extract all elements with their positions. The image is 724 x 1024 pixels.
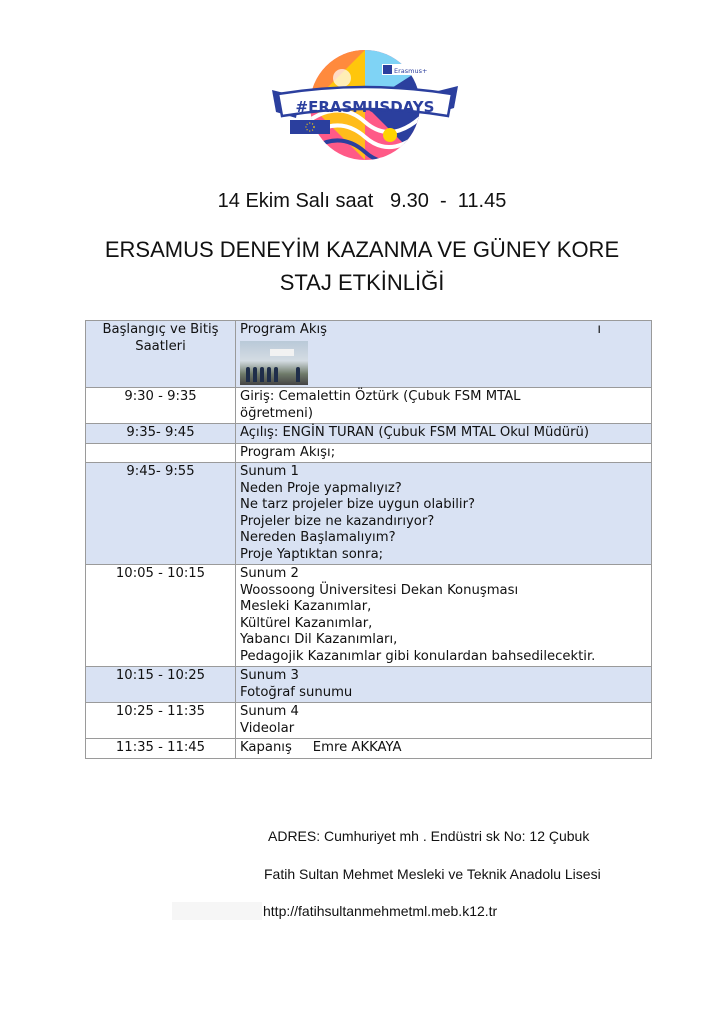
table-row <box>86 463 652 565</box>
row-line: Ne tarz projeler bize uygun olabilir? <box>240 497 475 512</box>
row-program <box>236 739 652 759</box>
table-row <box>86 388 652 424</box>
erasmusdays-logo <box>270 50 460 165</box>
row-line: Pedagojik Kazanımlar gibi konulardan bahsedilecektir. <box>240 648 596 664</box>
row-line: Sunum 3 <box>240 668 299 683</box>
table-header-row <box>86 321 652 388</box>
row-program <box>236 463 652 565</box>
table-row <box>86 424 652 444</box>
photo-person <box>253 367 257 382</box>
photo-person <box>296 367 300 382</box>
table-row <box>86 667 652 703</box>
row-time: 10:15 - 10:25 <box>86 667 236 703</box>
row-program <box>236 443 652 463</box>
row-line: Yabancı Dil Kazanımları, <box>240 632 398 647</box>
row-line: Fotoğraf sunumu <box>240 684 353 700</box>
table-row <box>86 703 652 739</box>
title-line-1: ERSAMUS DENEYİM KAZANMA VE GÜNEY KORE <box>104 237 620 262</box>
row-time: 9:45- 9:55 <box>86 463 236 565</box>
row-line: Program Akışı; <box>240 444 336 460</box>
photo-person <box>260 367 264 382</box>
row-line: öğretmeni) <box>240 405 313 421</box>
row-program <box>236 424 652 444</box>
row-line: Videolar <box>240 720 295 736</box>
title-line-2: STAJ ETKİNLİĞİ <box>279 270 445 295</box>
table-row <box>86 565 652 667</box>
row-line: Nereden Başlamalıyım? <box>240 530 396 545</box>
school-url-link[interactable]: http://fatihsultanmehmetml.meb.k12.tr <box>263 903 498 919</box>
school-name: Fatih Sultan Mehmet Mesleki ve Teknik Anadolu Lisesi <box>264 866 601 882</box>
row-line: Mesleki Kazanımlar, <box>240 599 372 614</box>
photo-banner <box>270 349 294 356</box>
table-row <box>86 443 652 463</box>
row-program <box>236 703 652 739</box>
row-line: Açılış: ENGİN TURAN (Çubuk FSM MTAL Okul Müdürü) <box>240 425 590 440</box>
logo-brand-text: Erasmus+ <box>394 67 428 75</box>
row-time: 10:05 - 10:15 <box>86 565 236 667</box>
event-title <box>60 233 664 299</box>
header-program-label: Program Akış <box>240 322 328 337</box>
photo-person <box>267 367 271 382</box>
row-program <box>236 565 652 667</box>
row-time: 10:25 - 11:35 <box>86 703 236 739</box>
row-line: Woossoong Üniversitesi Dekan Konuşması <box>240 582 519 598</box>
event-date-time: 14 Ekim Salı saat 9.30 - 11.45 <box>217 190 507 212</box>
program-table <box>85 320 652 759</box>
photo-person <box>246 367 250 382</box>
header-mark: ı <box>597 322 601 337</box>
logo-hashtag-text: #ERASMUSDAYS <box>295 98 435 116</box>
table-row <box>86 739 652 759</box>
group-photo <box>240 341 308 385</box>
row-line: Sunum 2 <box>240 566 299 581</box>
row-line: Proje Yaptıktan sonra; <box>240 546 384 562</box>
row-line: Sunum 1 <box>240 464 299 479</box>
header-program-cell <box>236 321 652 388</box>
address-text: ADRES: Cumhuriyet mh . Endüstri sk No: 12 Çubuk <box>268 828 590 844</box>
photo-person <box>274 367 278 382</box>
row-line: Giriş: Cemalettin Öztürk (Çubuk FSM MTAL <box>240 389 521 404</box>
row-time: 9:35- 9:45 <box>86 424 236 444</box>
row-line: Kapanış Emre AKKAYA <box>240 740 402 755</box>
row-line: Neden Proje yapmalıyız? <box>240 480 402 496</box>
header-time-cell: Başlangıç ve Bitiş Saatleri <box>86 321 236 388</box>
row-time: 11:35 - 11:45 <box>86 739 236 759</box>
row-program <box>236 388 652 424</box>
url-smudge <box>172 902 262 920</box>
row-time <box>86 443 236 463</box>
row-line: Sunum 4 <box>240 704 299 719</box>
row-line: Projeler bize ne kazandırıyor? <box>240 513 435 529</box>
row-program <box>236 667 652 703</box>
row-time: 9:30 - 9:35 <box>86 388 236 424</box>
row-line: Kültürel Kazanımlar, <box>240 615 373 631</box>
